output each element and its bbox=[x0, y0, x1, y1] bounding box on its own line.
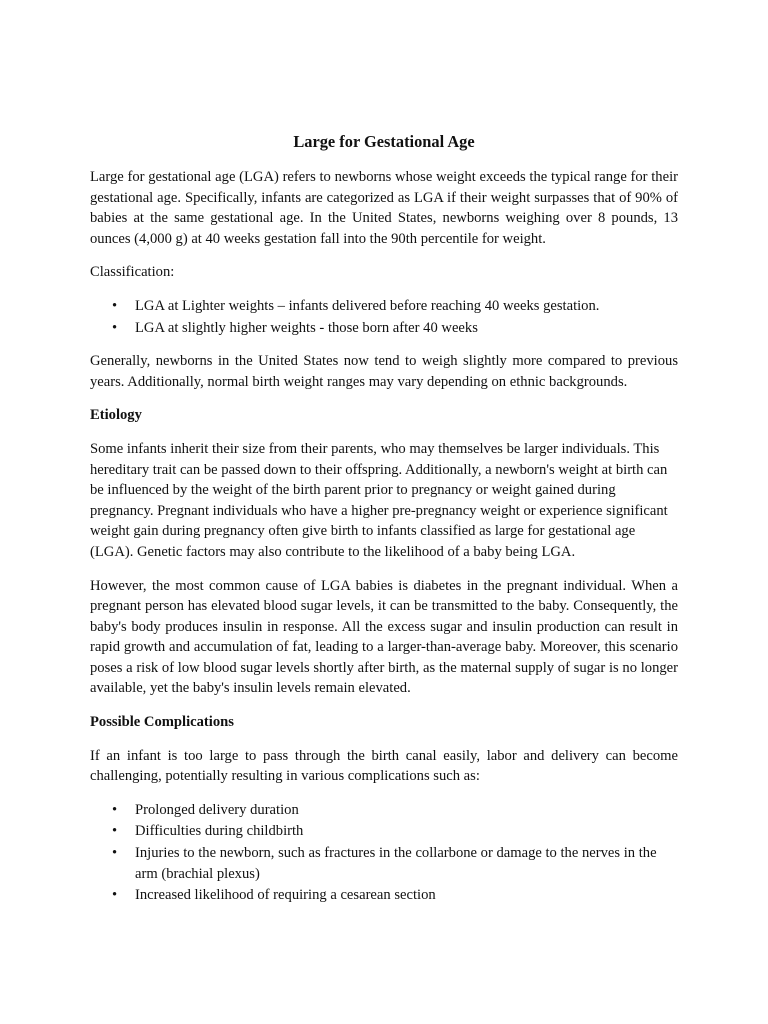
list-item bbox=[90, 843, 678, 884]
bullet-icon: • bbox=[112, 319, 118, 336]
complications-heading: Possible Complications bbox=[90, 714, 234, 731]
bullet-icon: • bbox=[112, 297, 118, 314]
list-item bbox=[90, 800, 678, 821]
complications-intro: If an infant is too large to pass through the birth canal easily, labor and delivery can become challenging, potentially resulting in various complications such as: bbox=[90, 747, 678, 785]
intro-paragraph: Large for gestational age (LGA) refers to newborns whose weight exceeds the typical range for their gestational age. Specifically, infants are categorized as LGA if their weight surpasses that of 90% of babies at the same gestational age. In the United States, newborns weighing over 8 pounds, 13 ounces (4,000 g) at 40 weeks gestation fall into the 90th percentile for weight. bbox=[90, 169, 678, 247]
list-item bbox=[90, 821, 678, 842]
bullet-icon: • bbox=[112, 801, 118, 818]
list-item bbox=[90, 296, 678, 317]
general-paragraph: Generally, newborns in the United States now tend to weigh slightly more compared to previous years. Additionally, normal birth weight ranges may vary depending on ethnic backgrounds. bbox=[90, 353, 678, 390]
bullet-icon: • bbox=[112, 823, 118, 840]
classification-list bbox=[90, 296, 678, 338]
list-item bbox=[90, 318, 678, 339]
document-page bbox=[90, 128, 678, 919]
bullet-icon: • bbox=[112, 845, 118, 862]
list-item-text: LGA at Lighter weights – infants delivered before reaching 40 weeks gestation. bbox=[135, 297, 600, 314]
list-item bbox=[90, 885, 678, 906]
etiology-heading: Etiology bbox=[90, 407, 142, 424]
list-item-text: Increased likelihood of requiring a cesarean section bbox=[135, 887, 436, 904]
etiology-paragraph-2: However, the most common cause of LGA babies is diabetes in the pregnant individual. When a pregnant person has elevated blood sugar levels, it can be transmitted to the baby. Consequently, the baby's body produces insulin in response. All the excess sugar and insulin production can result in rapid growth and accumulation of fat, leading to a larger-than-average baby. Moreover, this scenario poses a risk of low blood sugar levels shortly after birth, as the maternal supply of sugar is no longer available, yet the baby's insulin levels remain elevated. bbox=[90, 577, 678, 697]
etiology-paragraph-1: Some infants inherit their size from their parents, who may themselves be larger individuals. This hereditary trait can be passed down to their offspring. Additionally, a newborn's weight at birth can be influenced by the weight of the birth parent prior to pregnancy or weight gained during pregnancy. Pregnant individuals who have a higher pre-pregnancy weight or experience significant weight gain during pregnancy often give birth to infants classified as large for gestational age (LGA). Genetic factors may also contribute to the likelihood of a baby being LGA. bbox=[90, 440, 668, 560]
bullet-icon: • bbox=[112, 887, 118, 904]
classification-label: Classification: bbox=[90, 264, 175, 281]
list-item-text: LGA at slightly higher weights - those born after 40 weeks bbox=[135, 319, 478, 336]
document-title: Large for Gestational Age bbox=[293, 132, 475, 151]
list-item-text: Injuries to the newborn, such as fractures in the collarbone or damage to the nerves in the arm (brachial plexus) bbox=[135, 845, 657, 882]
list-item-text: Prolonged delivery duration bbox=[135, 801, 299, 818]
complications-list bbox=[90, 800, 678, 906]
list-item-text: Difficulties during childbirth bbox=[135, 823, 304, 840]
